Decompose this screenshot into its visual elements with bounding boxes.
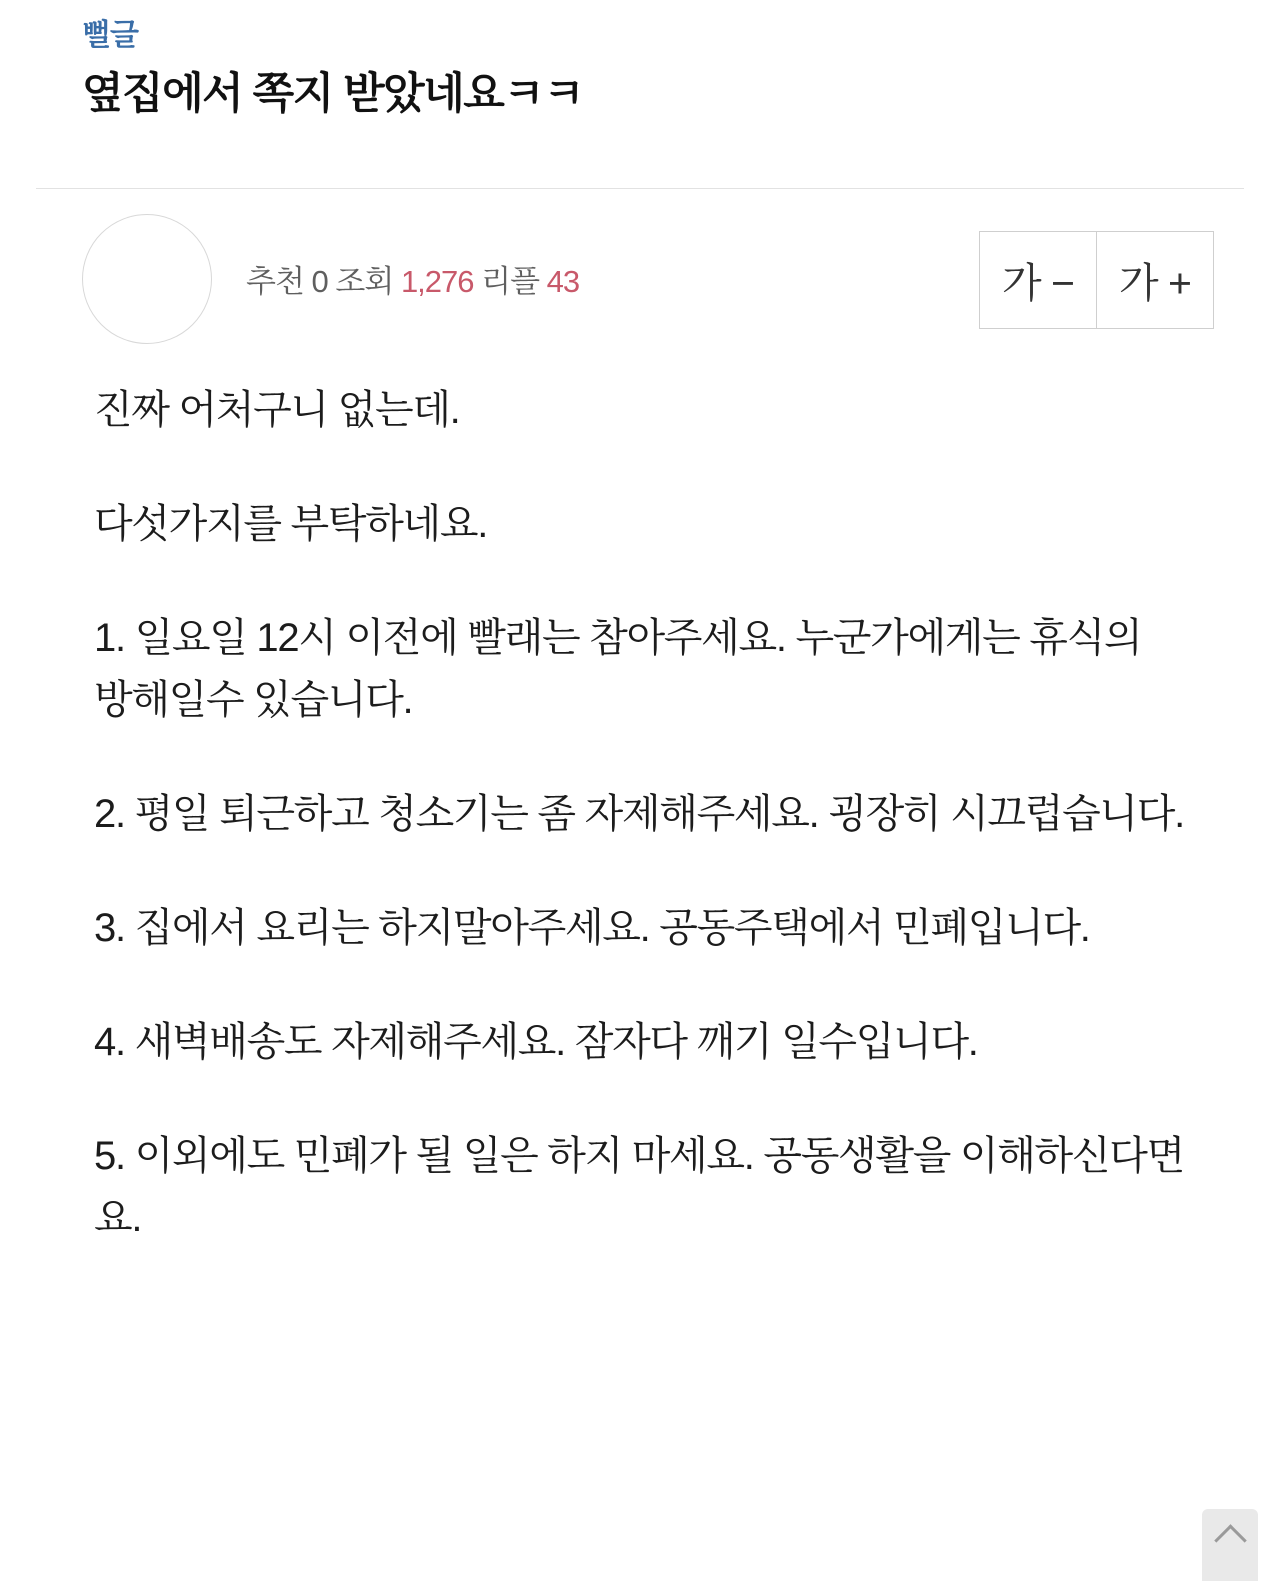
post-paragraph: 5. 이외에도 민폐가 될 일은 하지 마세요. 공동생활을 이해하신다면요. xyxy=(94,1133,1184,1240)
post-stats xyxy=(246,256,579,301)
post-paragraph: 진짜 어처구니 없는데. xyxy=(94,387,460,432)
post-paragraph: 1. 일요일 12시 이전에 빨래는 참아주세요. 누군가에게는 휴식의 방해일수 있습니다. xyxy=(94,615,1142,722)
views-count: 1,276 xyxy=(400,264,474,300)
post-paragraph: 다섯가지를 부탁하네요. xyxy=(94,501,488,546)
font-size-controls xyxy=(979,231,1214,329)
post-paragraph: 4. 새벽배송도 자제해주세요. 잠자다 깨기 일수입니다. xyxy=(94,1019,978,1064)
post-meta-row xyxy=(36,219,1244,339)
chevron-up-icon xyxy=(1214,1524,1247,1557)
recommend-count: 0 xyxy=(311,264,328,300)
scroll-to-top-button[interactable] xyxy=(1202,1509,1258,1581)
page-title: 옆집에서 쪽지 받았네요ㅋㅋ xyxy=(82,70,584,118)
views-label: 조회 xyxy=(335,264,394,300)
replies-label: 리플 xyxy=(481,264,540,300)
post-paragraph: 3. 집에서 요리는 하지말아주세요. 공동주택에서 민폐입니다. xyxy=(94,905,1090,950)
font-increase-button[interactable]: 가 + xyxy=(1096,232,1213,328)
post-body xyxy=(36,379,1244,1249)
replies-count: 43 xyxy=(546,264,580,300)
avatar xyxy=(82,214,212,344)
font-decrease-button[interactable]: 가 − xyxy=(980,232,1096,328)
recommend-label: 추천 xyxy=(246,264,304,300)
post-page xyxy=(0,18,1280,1581)
post-paragraph: 2. 평일 퇴근하고 청소기는 좀 자제해주세요. 굉장히 시끄럽습니다. xyxy=(94,791,1184,836)
board-tag[interactable]: 뻘글 xyxy=(82,19,138,52)
header-divider xyxy=(36,188,1244,189)
